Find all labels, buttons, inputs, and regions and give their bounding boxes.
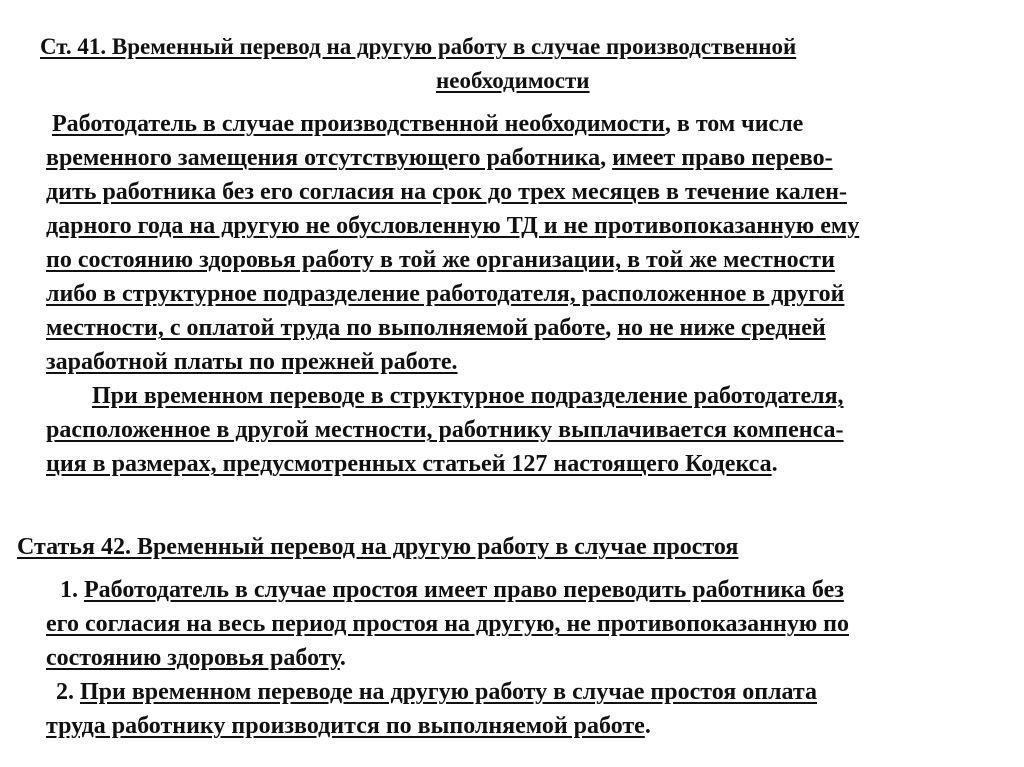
underlined-text: При временном переводе на другую работу в случае простоя оплата xyxy=(80,679,818,705)
paragraph-line: расположенное в другой местности, работнику выплачивается компенса- xyxy=(46,417,844,443)
paragraph-line xyxy=(46,447,778,481)
list-item-2-line xyxy=(56,675,817,709)
paragraph-line xyxy=(52,107,803,141)
paragraph-line xyxy=(46,141,833,175)
underlined-text: но не ниже средней xyxy=(617,315,826,341)
plain-text: . xyxy=(771,451,778,477)
underlined-text: труда работнику производится по выполняемой работе xyxy=(46,713,645,739)
plain-text: . xyxy=(339,645,346,671)
plain-text: , xyxy=(605,315,618,341)
underlined-text: Работодатель в случае производственной необходимости xyxy=(52,111,665,137)
list-number: 2. xyxy=(56,679,80,705)
list-number: 1. xyxy=(60,577,84,603)
article-41-title-line-2: необходимости xyxy=(436,68,590,93)
list-item-1-line: его согласия на весь период простоя на другую, не противопоказанную по xyxy=(46,611,849,637)
underlined-text: временного замещения отсутствующего работника xyxy=(46,145,601,171)
paragraph-line: При временном переводе в структурное подразделение работодателя, xyxy=(92,383,844,409)
paragraph-line: либо в структурное подразделение работодателя, расположенное в другой xyxy=(46,281,845,307)
list-item-1-line xyxy=(60,573,844,607)
article-41-title-line-1: Ст. 41. Временный перевод на другую работу в случае производственной xyxy=(40,34,797,59)
plain-text: , в том числе xyxy=(664,111,804,137)
plain-text: . xyxy=(644,713,651,739)
list-item-2-line xyxy=(46,709,651,743)
article-42-title: Статья 42. Временный перевод на другую работу в случае простоя xyxy=(17,534,739,560)
underlined-text: состоянию здоровья работу xyxy=(46,645,340,671)
list-item-1-line xyxy=(46,641,346,675)
paragraph-line: заработной платы по прежней работе. xyxy=(46,349,458,375)
underlined-text: Работодатель в случае простоя имеет право переводить работника без xyxy=(84,577,844,603)
underlined-text: имеет право перево- xyxy=(612,145,833,171)
paragraph-line xyxy=(46,311,826,345)
paragraph-line: дить работника без его согласия на срок до трех месяцев в течение кален- xyxy=(46,179,847,205)
paragraph-line: по состоянию здоровья работу в той же организации, в той же местности xyxy=(46,247,835,273)
paragraph-line: дарного года на другую не обусловленную ТД и не противопоказанную ему xyxy=(46,213,860,239)
underlined-text: местности, с оплатой труда по выполняемой работе xyxy=(46,315,606,341)
plain-text: , xyxy=(600,145,613,171)
underlined-text: ция в размерах, предусмотренных статьей 127 настоящего Кодекса xyxy=(46,451,772,477)
